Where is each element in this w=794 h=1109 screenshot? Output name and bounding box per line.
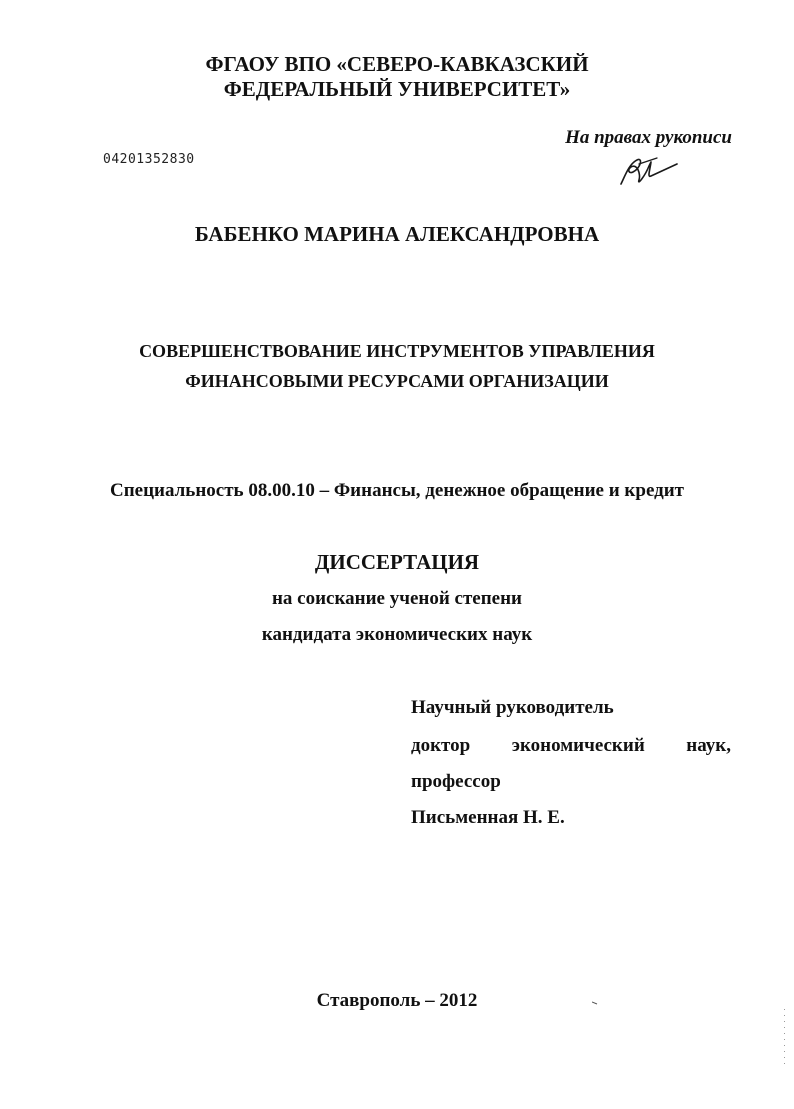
city-year: Ставрополь – 2012 <box>316 990 478 1011</box>
supervisor-title: профессор <box>411 771 501 792</box>
registration-number: 04201352830 <box>103 152 195 167</box>
supervisor-name: Письменная Н. Е. <box>411 807 565 828</box>
university-name-line1: ФГАОУ ВПО «СЕВЕРО-КАВКАЗСКИЙ <box>205 52 589 76</box>
signature-image <box>617 154 679 188</box>
supervisor-rank-row <box>411 735 731 757</box>
scan-speck <box>592 1001 598 1005</box>
degree-line2: кандидата экономических наук <box>261 624 533 645</box>
manuscript-note: На правах рукописи <box>565 127 732 148</box>
specialty-line: Специальность 08.00.10 – Финансы, денежное обращение и кредит <box>109 480 685 501</box>
supervisor-rank-word2: экономический <box>511 735 645 756</box>
supervisor-role: Научный руководитель <box>411 697 614 718</box>
supervisor-rank-word3: наук, <box>686 735 731 756</box>
degree-line1: на соискание ученой степени <box>271 588 522 609</box>
university-name-line2: ФЕДЕРАЛЬНЫЙ УНИВЕРСИТЕТ» <box>223 77 571 101</box>
supervisor-rank-word1: доктор <box>411 735 471 756</box>
document-type: ДИССЕРТАЦИЯ <box>314 550 480 574</box>
thesis-title-line2: ФИНАНСОВЫМИ РЕСУРСАМИ ОРГАНИЗАЦИИ <box>185 371 609 391</box>
scan-edge-noise <box>783 1009 786 1069</box>
author-name: БАБЕНКО МАРИНА АЛЕКСАНДРОВНА <box>194 222 600 246</box>
thesis-title-line1: СОВЕРШЕНСТВОВАНИЕ ИНСТРУМЕНТОВ УПРАВЛЕНИЯ <box>139 341 655 361</box>
